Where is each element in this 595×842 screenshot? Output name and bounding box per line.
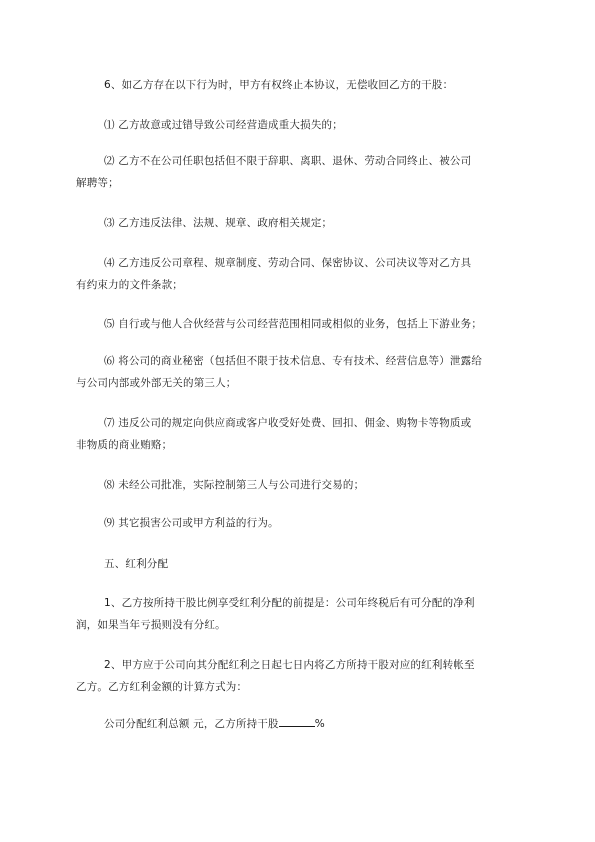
item-4-line2: 有约束力的文件条款； — [76, 279, 183, 291]
item-4-paragraph — [76, 252, 508, 296]
item-3-paragraph — [104, 212, 508, 234]
item-3-text: ⑶ 乙方违反法律、法规、规章、政府相关规定； — [104, 217, 333, 229]
item-4-line1: ⑷ 乙方违反公司章程、规章制度、劳动合同、保密协议、公司决议等对乙方具 — [104, 257, 472, 269]
item-9-text: ⑼ 其它损害公司或甲方利益的行为。 — [104, 517, 279, 529]
item-7-paragraph — [76, 412, 508, 456]
dividend-1-line1: 1、乙方按所持干股比例享受红利分配的前提是：公司年终税后有可分配的净利 — [104, 597, 475, 609]
clause-6-text: 6、如乙方存在以下行为时，甲方有权终止本协议，无偿收回乙方的干股： — [104, 79, 454, 91]
item-8-text: ⑻ 未经公司批准，实际控制第三人与公司进行交易的； — [104, 479, 365, 491]
formula-suffix: % — [314, 718, 325, 730]
item-6-line1: ⑹ 将公司的商业秘密（包括但不限于技术信息、专有技术、经营信息等）泄露给 — [104, 355, 483, 367]
item-7-line2: 非物质的商业贿赂； — [76, 439, 173, 451]
formula-line — [104, 713, 508, 735]
dividend-2-paragraph — [76, 654, 508, 698]
dividend-2-line2: 乙方。乙方红利金额的计算方式为： — [76, 681, 248, 693]
dividend-1-paragraph — [76, 592, 508, 636]
item-2-line2: 解聘等； — [76, 177, 119, 189]
formula-prefix: 公司分配红利总额 元，乙方所持干股 — [104, 718, 279, 730]
item-1-paragraph — [104, 114, 508, 136]
item-1-text: ⑴ 乙方故意或过错导致公司经营造成重大损失的； — [104, 119, 343, 131]
item-5-text: ⑸ 自行或与他人合伙经营与公司经营范围相同或相似的业务，包括上下游业务； — [104, 318, 483, 330]
item-6-paragraph — [76, 350, 508, 394]
section-5-heading — [104, 553, 508, 575]
item-6-line2: 与公司内部或外部无关的第三人； — [76, 377, 237, 389]
item-2-line1: ⑵ 乙方不在公司任职包括但不限于辞职、离职、退休、劳动合同终止、被公司 — [104, 155, 472, 167]
item-2-paragraph — [76, 150, 508, 194]
dividend-2-line1: 2、甲方应于公司向其分配红利之日起七日内将乙方所持干股对应的红利转帐至 — [104, 659, 475, 671]
item-9-paragraph — [104, 512, 508, 534]
section-5-title: 五、红利分配 — [104, 558, 169, 570]
item-8-paragraph — [104, 474, 508, 496]
dividend-1-line2: 润，如果当年亏损则没有分红。 — [76, 619, 226, 631]
percentage-blank — [279, 714, 315, 727]
item-7-line1: ⑺ 违反公司的规定向供应商或客户收受好处费、回扣、佣金、购物卡等物质或 — [104, 417, 472, 429]
clause-6-paragraph — [104, 74, 508, 96]
formula-paragraph — [104, 713, 508, 735]
item-5-paragraph — [104, 313, 508, 335]
